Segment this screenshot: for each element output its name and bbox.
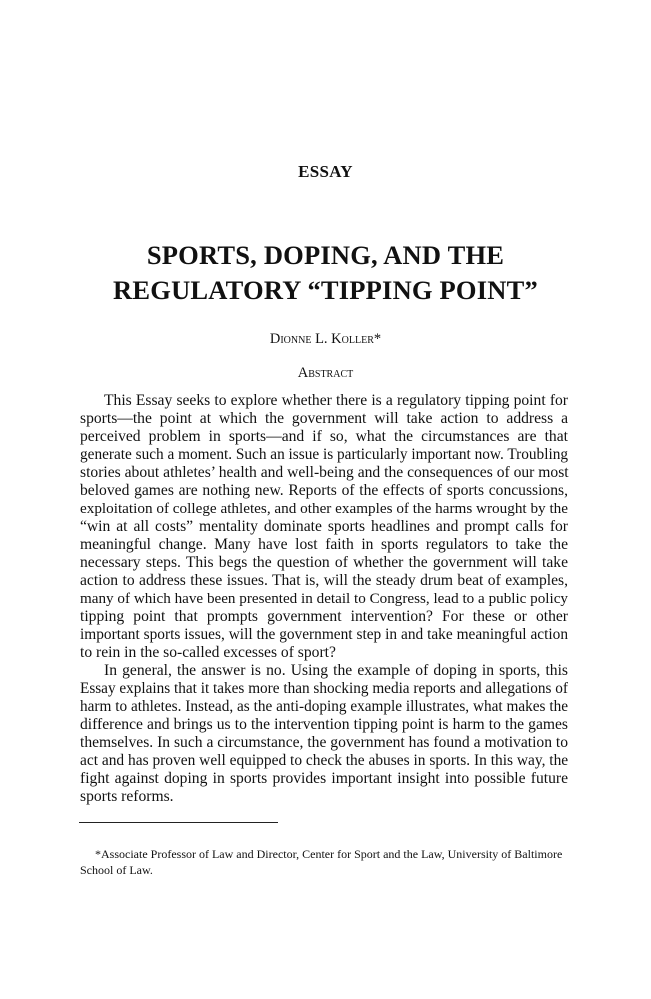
text-line: sports reforms. [80,788,174,805]
text-line: action to address these issues. That is, will the steady drum beat of examples, [80,572,568,589]
abstract-heading: Abstract [297,365,354,381]
footnote [80,846,580,878]
text-line: stories about athletes’ health and well-being and the consequences of our most [80,464,569,481]
section-label: ESSAY [298,162,353,181]
text-line: act and has proven well equipped to check the abuses in sports. In this way, the [80,752,569,769]
text-line: important sports issues, will the government step in and take meaningful action [80,626,568,643]
footnote-line: School of Law. [80,863,153,877]
text-line: perceived problem in sports—and if so, what the circumstances are that [80,428,568,445]
text-line: Essay explains that it takes more than shocking media reports and allegations of [80,680,568,697]
text-line: meaningful change. Many have lost faith in sports regulators to take the [80,536,568,553]
title-line: SPORTS, DOPING, AND THE [146,240,505,270]
text-line: sports—the point at which the government will take action to address a [80,410,568,427]
text-line: “win at all costs” mentality dominate sports headlines and prompt calls for [80,518,568,535]
text-line: generate such a moment. Such an issue is particularly important now. Troubling [80,446,568,463]
title-line: REGULATORY “TIPPING POINT” [113,275,538,305]
abstract-paragraph [80,392,568,662]
text-line: difference and brings us to the intervention tipping point is harm to the games [80,716,568,733]
text-line: harm to athletes. Instead, as the anti-doping example illustrates, what makes the [80,698,568,715]
abstract-paragraph [80,662,568,806]
footnote-line: *Associate Professor of Law and Director, Center for Sport and the Law, University of Baltimore [95,847,563,861]
text-line: tipping point that prompts government intervention? For these or other [80,608,568,625]
text-line: themselves. In such a circumstance, the government has found a motivation to [80,734,569,751]
text-line: exploitation of college athletes, and other examples of the harms wrought by the [80,500,568,517]
text-line: many of which have been presented in detail to Congress, lead to a public policy [80,591,568,607]
text-line: In general, the answer is no. Using the example of doping in sports, this [104,662,568,679]
footnote-separator [79,822,278,823]
text-line: to rein in the so-called excesses of sport? [80,644,336,661]
text-line: This Essay seeks to explore whether there is a regulatory tipping point for [104,392,568,409]
text-line: fight against doping in sports provides important insight into possible future [80,770,568,787]
text-line: necessary steps. This begs the question of whether the government will take [80,554,568,571]
author-name: Dionne L. Koller* [269,331,382,347]
abstract-body [80,392,568,806]
text-line: beloved games are nothing new. Reports of the effects of sports concussions, [80,482,568,499]
article-title [0,238,651,308]
